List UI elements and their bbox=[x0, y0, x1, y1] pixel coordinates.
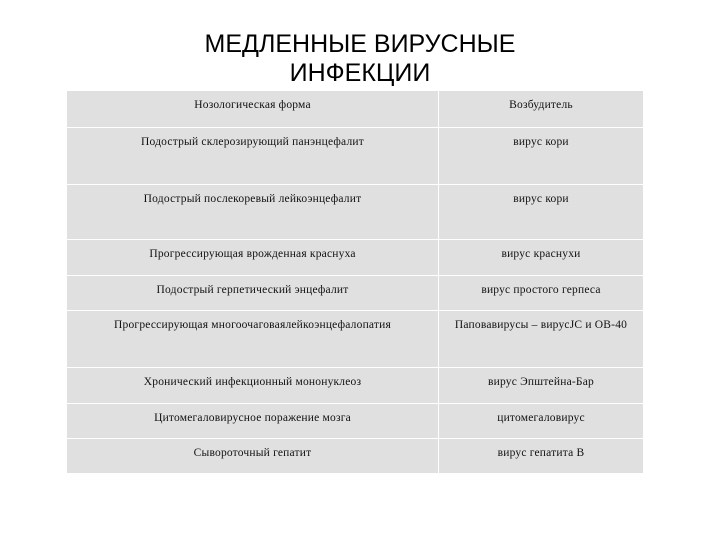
cell-form: Подострый послекоревый лейкоэнцефалит bbox=[67, 185, 439, 240]
title-line-1: МЕДЛЕННЫЕ ВИРУСНЫЕ bbox=[204, 30, 516, 58]
table-row bbox=[67, 185, 644, 240]
page-title bbox=[0, 30, 720, 88]
table-row bbox=[67, 311, 644, 368]
table-row bbox=[67, 276, 644, 311]
infections-table bbox=[66, 90, 644, 474]
cell-form: Прогрессирующая врожденная краснуха bbox=[67, 240, 439, 276]
table-row bbox=[67, 240, 644, 276]
cell-agent: вирус гепатита В bbox=[439, 439, 644, 474]
cell-form: Подострый герпетический энцефалит bbox=[67, 276, 439, 311]
title-line-2: ИНФЕКЦИИ bbox=[289, 59, 431, 87]
table-row bbox=[67, 128, 644, 185]
cell-agent: вирус простого герпеса bbox=[439, 276, 644, 311]
table-header-row bbox=[67, 91, 644, 128]
cell-agent: вирус Эпштейна-Бар bbox=[439, 368, 644, 404]
cell-agent: Паповавирусы – вирусJC и OB-40 bbox=[439, 311, 644, 368]
cell-agent: вирус краснухи bbox=[439, 240, 644, 276]
header-cell-form: Нозологическая форма bbox=[67, 91, 439, 128]
cell-agent: вирус кори bbox=[439, 185, 644, 240]
cell-form: Хронический инфекционный мононуклеоз bbox=[67, 368, 439, 404]
header-cell-agent: Возбудитель bbox=[439, 91, 644, 128]
cell-form: Прогрессирующая многоочаговаялейкоэнцефалопатия bbox=[67, 311, 439, 368]
cell-form: Подострый склерозирующий панэнцефалит bbox=[67, 128, 439, 185]
cell-agent: цитомегаловирус bbox=[439, 404, 644, 439]
table-row bbox=[67, 439, 644, 474]
table-row bbox=[67, 368, 644, 404]
table-row bbox=[67, 404, 644, 439]
cell-form: Сывороточный гепатит bbox=[67, 439, 439, 474]
cell-agent: вирус кори bbox=[439, 128, 644, 185]
cell-form: Цитомегаловирусное поражение мозга bbox=[67, 404, 439, 439]
